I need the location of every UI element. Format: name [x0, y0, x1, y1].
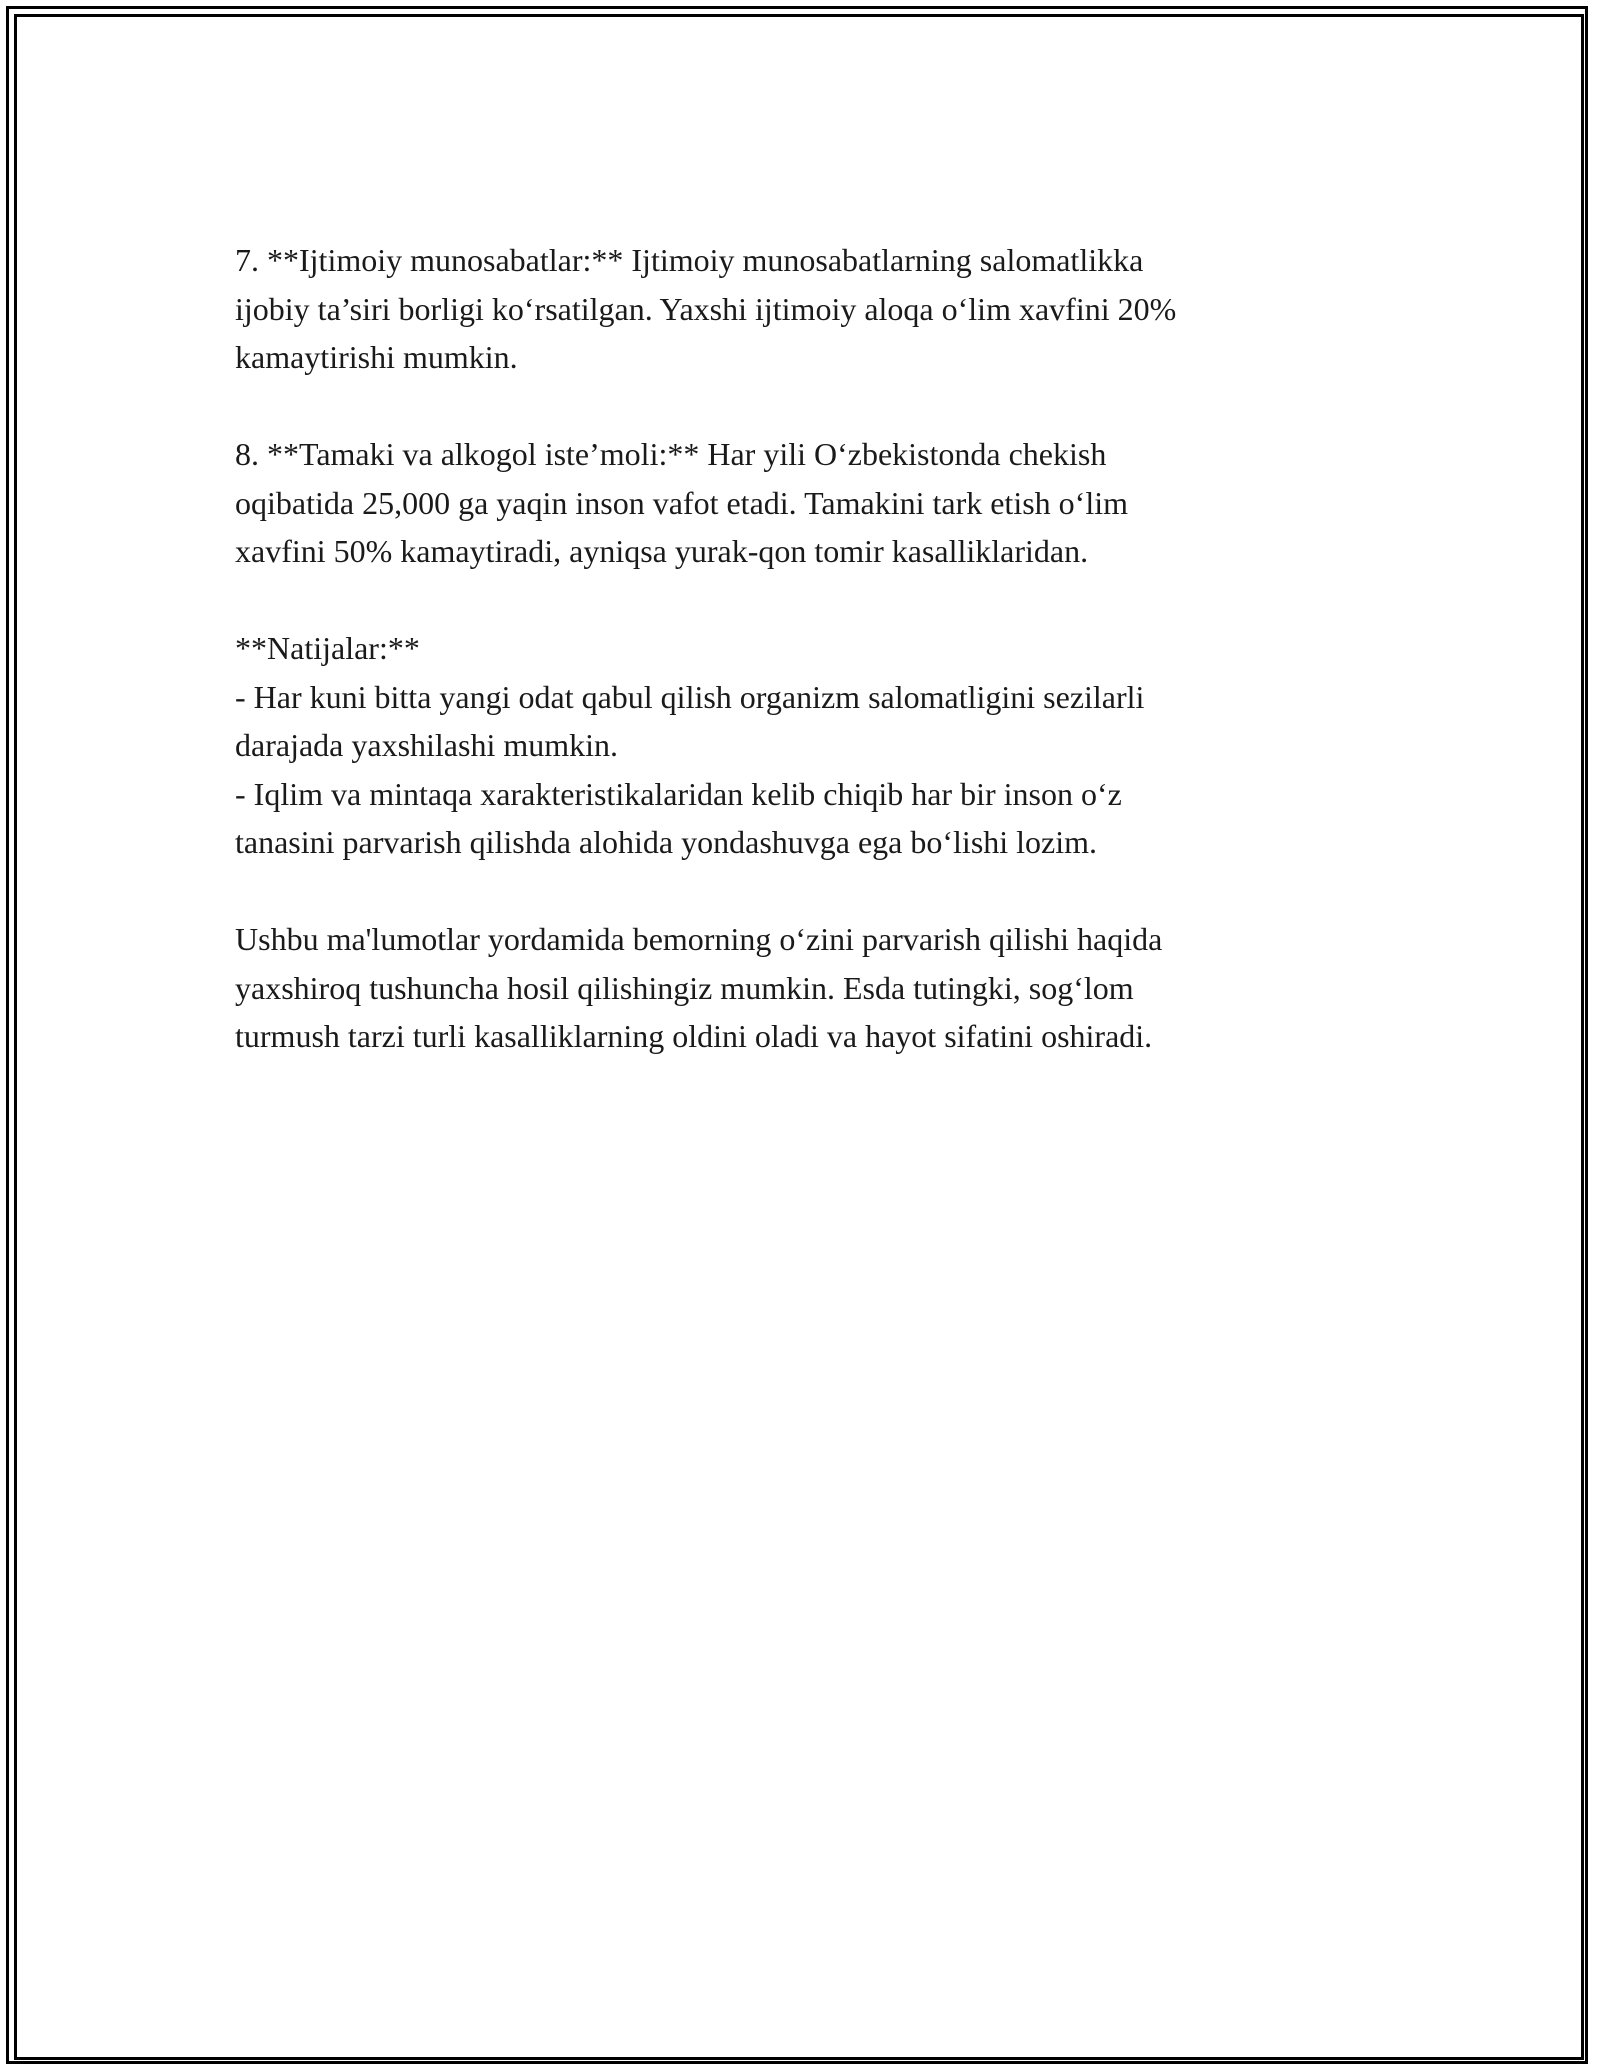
paragraph-gap: [235, 576, 1365, 625]
paragraph-social-relations: [235, 236, 1365, 382]
text-line: kamaytirishi mumkin.: [235, 339, 518, 375]
paragraph-results: [235, 624, 1365, 867]
text-line: - Iqlim va mintaqa xarakteristikalaridan kelib chiqib har bir inson o‘z: [235, 775, 1122, 812]
text-line: darajada yaxshilashi mumkin.: [235, 727, 619, 763]
paragraph-gap: [235, 867, 1365, 916]
paragraph-tobacco-alcohol: [235, 430, 1365, 576]
document-body: [235, 236, 1365, 1061]
text-line: oqibatida 25,000 ga yaqin inson vafot etadi. Tamakini tark etish o‘lim: [235, 484, 1128, 521]
results-heading: **Natijalar:**: [235, 630, 420, 666]
text-line: turmush tarzi turli kasalliklarning oldini oladi va hayot sifatini oshiradi.: [235, 1018, 1153, 1054]
text-line: 8. **Tamaki va alkogol iste’moli:** Har yili O‘zbekistonda chekish: [235, 436, 1107, 472]
paragraph-conclusion: [235, 915, 1365, 1061]
paragraph-gap: [235, 382, 1365, 431]
text-line: yaxshiroq tushuncha hosil qilishingiz mumkin. Esda tutingki, sog‘lom: [235, 969, 1134, 1006]
text-line: xavfini 50% kamaytiradi, ayniqsa yurak-qon tomir kasalliklaridan.: [235, 533, 1089, 569]
text-line: tanasini parvarish qilishda alohida yondashuvga ega bo‘lishi lozim.: [235, 824, 1098, 860]
text-line: 7. **Ijtimoiy munosabatlar:** Ijtimoiy munosabatlarning salomatlikka: [235, 242, 1144, 278]
text-line: - Har kuni bitta yangi odat qabul qilish organizm salomatligini sezilarli: [235, 678, 1145, 715]
text-line: ijobiy ta’siri borligi ko‘rsatilgan. Yaxshi ijtimoiy aloqa o‘lim xavfini 20%: [235, 290, 1177, 327]
text-line: Ushbu ma'lumotlar yordamida bemorning o‘zini parvarish qilishi haqida: [235, 921, 1163, 957]
